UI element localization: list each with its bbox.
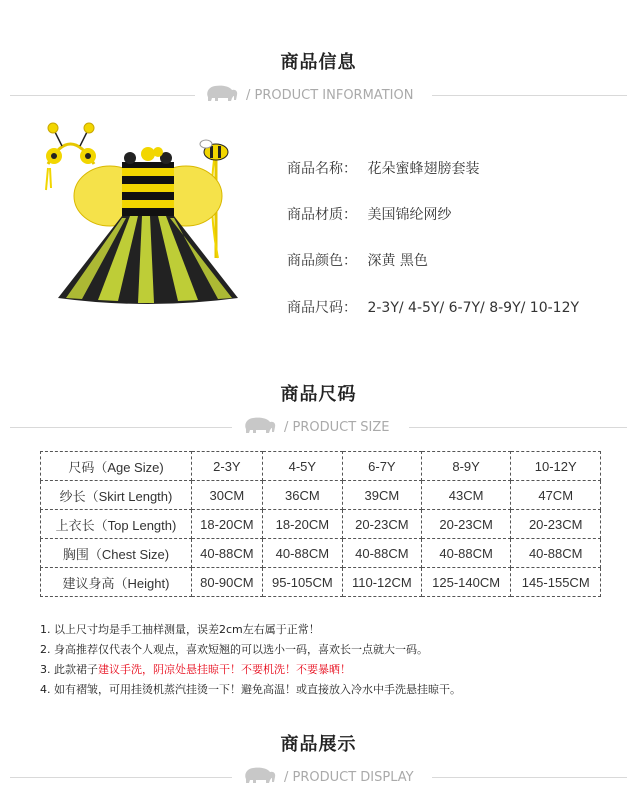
table-cell: 40-88CM	[421, 539, 511, 568]
table-cell: 上衣长（Top Length)	[41, 510, 192, 539]
info-label: 商品材质：	[287, 207, 357, 223]
table-cell: 36CM	[262, 481, 342, 510]
table-cell: 20-23CM	[421, 510, 511, 539]
table-cell: 39CM	[342, 481, 421, 510]
info-row-color	[287, 250, 428, 270]
note-item	[40, 640, 461, 660]
note-warning-text: 建议手洗，阴凉处悬挂晾干！不要机洗！不要暴晒！	[98, 663, 351, 676]
table-row	[41, 539, 601, 568]
bee-tutu-dress-product-image	[38, 118, 248, 308]
size-table	[40, 451, 601, 597]
section-size-subtitle: / PRODUCT SIZE	[284, 419, 390, 435]
section-info-divider	[0, 84, 637, 106]
info-row-size	[287, 297, 579, 317]
table-cell: 30CM	[192, 481, 263, 510]
table-row	[41, 568, 601, 597]
table-cell: 95-105CM	[262, 568, 342, 597]
info-value: 美国锦纶网纱	[367, 207, 452, 223]
note-text: 1. 以上尺寸均是手工抽样测量，误差2cm左右属于正常！	[40, 623, 320, 636]
section-display-subtitle: / PRODUCT DISPLAY	[284, 769, 414, 785]
elephant-icon	[240, 415, 284, 439]
section-display-divider	[0, 766, 637, 788]
table-cell: 40-88CM	[511, 539, 601, 568]
table-row	[41, 481, 601, 510]
table-cell: 20-23CM	[511, 510, 601, 539]
table-cell: 8-9Y	[421, 452, 511, 481]
table-cell: 40-88CM	[342, 539, 421, 568]
table-cell: 40-88CM	[192, 539, 263, 568]
table-cell: 胸围（Chest Size)	[41, 539, 192, 568]
info-row-name	[287, 158, 479, 178]
note-text: 3. 此款裙子	[40, 663, 98, 676]
table-cell: 80-90CM	[192, 568, 263, 597]
table-cell: 43CM	[421, 481, 511, 510]
table-cell: 18-20CM	[192, 510, 263, 539]
table-cell: 尺码（Age Size)	[41, 452, 192, 481]
elephant-icon	[240, 765, 284, 789]
note-item	[40, 680, 461, 700]
table-cell: 145-155CM	[511, 568, 601, 597]
info-row-material	[287, 204, 451, 224]
table-cell: 建议身高（Height)	[41, 568, 192, 597]
info-label: 商品颜色：	[287, 253, 357, 269]
note-text: 2. 身高推荐仅代表个人观点，喜欢短翘的可以选小一码，喜欢长一点就大一码。	[40, 643, 428, 656]
table-cell: 18-20CM	[262, 510, 342, 539]
section-display-title: 商品展示	[280, 734, 357, 755]
table-cell: 10-12Y	[511, 452, 601, 481]
size-notes	[40, 620, 461, 700]
note-item	[40, 620, 461, 640]
info-label: 商品名称：	[287, 161, 357, 177]
section-info-title: 商品信息	[280, 52, 357, 73]
table-cell: 6-7Y	[342, 452, 421, 481]
table-cell: 47CM	[511, 481, 601, 510]
table-row	[41, 510, 601, 539]
section-info-subtitle: / PRODUCT INFORMATION	[246, 87, 414, 103]
table-cell: 110-12CM	[342, 568, 421, 597]
table-row	[41, 452, 601, 481]
note-item	[40, 660, 461, 680]
table-cell: 纱长（Skirt Length)	[41, 481, 192, 510]
elephant-icon	[202, 83, 246, 107]
info-label: 商品尺码：	[287, 300, 357, 316]
info-value: 花朵蜜蜂翅膀套装	[367, 161, 480, 177]
table-cell: 125-140CM	[421, 568, 511, 597]
info-value: 2-3Y/ 4-5Y/ 6-7Y/ 8-9Y/ 10-12Y	[367, 300, 580, 316]
table-cell: 40-88CM	[262, 539, 342, 568]
section-size-title: 商品尺码	[280, 384, 357, 405]
table-cell: 2-3Y	[192, 452, 263, 481]
table-cell: 20-23CM	[342, 510, 421, 539]
info-value: 深黄 黑色	[367, 253, 428, 269]
table-cell: 4-5Y	[262, 452, 342, 481]
section-size-divider	[0, 416, 637, 438]
note-text: 4. 如有褶皱，可用挂烫机蒸汽挂烫一下！避免高温！或直接放入冷水中手洗悬挂晾干。	[40, 683, 461, 696]
